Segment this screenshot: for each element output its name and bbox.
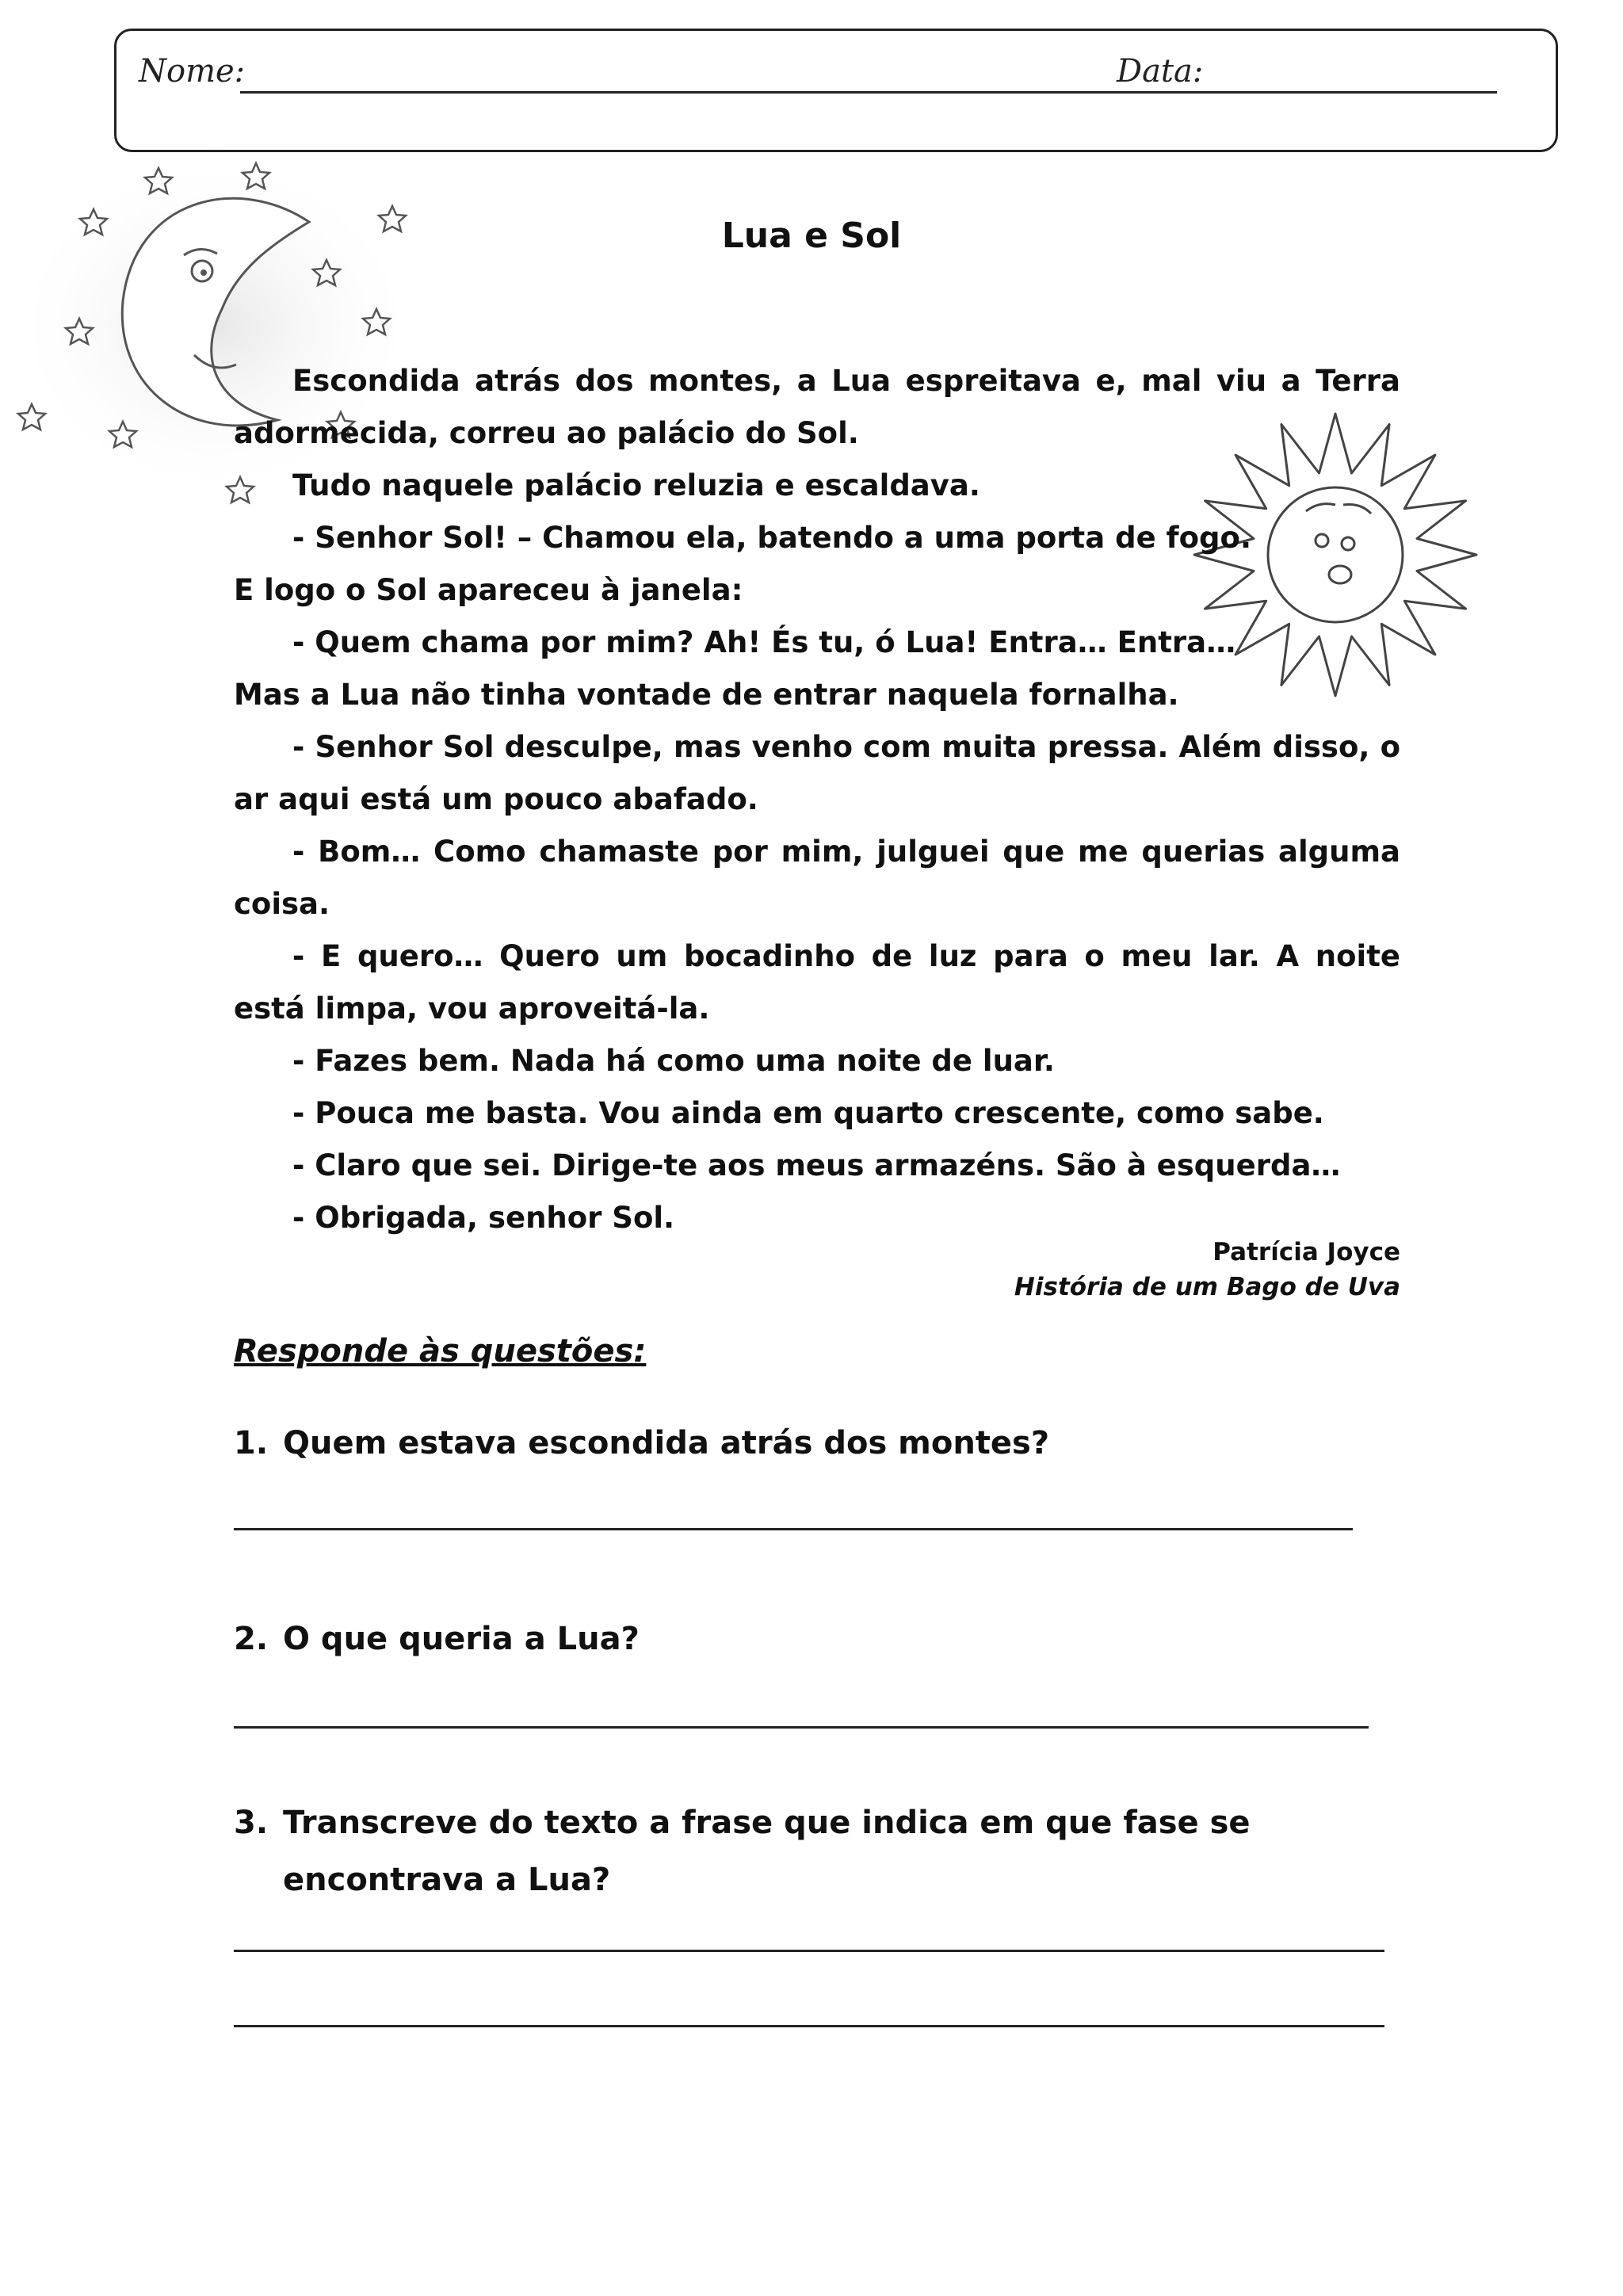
story-paragraph: - Senhor Sol! – Chamou ela, batendo a uma porta de fogo. [292, 521, 1252, 555]
author-credit [1014, 1235, 1400, 1305]
answer-line-3a[interactable] [234, 1950, 1384, 1952]
story-paragraph: Escondida atrás dos montes, a Lua espreitava e, mal viu a Terra adormecida, correu ao palácio do Sol. [234, 364, 1400, 450]
story-paragraph: - Obrigada, senhor Sol. [292, 1201, 675, 1235]
story-paragraph: - Senhor Sol desculpe, mas venho com muita pressa. Além disso, o ar aqui está um pouco abafado. [234, 730, 1400, 816]
name-field[interactable] [240, 91, 1223, 94]
question-text: Quem estava escondida atrás dos montes? [283, 1425, 1050, 1461]
story-text [234, 355, 1400, 1244]
question-number: 1. [234, 1425, 269, 1461]
story-paragraph: - Bom… Como chamaste por mim, julguei que me querias alguma coisa. [234, 835, 1400, 921]
question-text: O que queria a Lua? [283, 1621, 640, 1657]
story-paragraph: Tudo naquele palácio reluzia e escaldava. [292, 468, 980, 502]
author-name: Patrícia Joyce [1212, 1238, 1400, 1266]
answer-line-1[interactable] [234, 1528, 1353, 1530]
question-number: 2. [234, 1621, 269, 1657]
page-title: Lua e Sol [721, 216, 902, 256]
book-title: História de um Bago de Uva [1014, 1273, 1400, 1301]
question-2 [234, 1610, 1407, 1668]
answer-line-2[interactable] [234, 1726, 1369, 1729]
date-label: Data: [1117, 53, 1204, 90]
question-3 [234, 1794, 1407, 1908]
story-paragraph: - Fazes bem. Nada há como uma noite de luar. [292, 1044, 1055, 1078]
story-paragraph: - E quero… Quero um bocadinho de luz para o meu lar. A noite está limpa, vou aproveitá-la. [234, 939, 1400, 1026]
questions-heading: Responde às questões: [234, 1333, 647, 1370]
answer-line-3b[interactable] [234, 2025, 1384, 2027]
date-field[interactable] [1212, 91, 1497, 94]
story-paragraph: - Quem chama por mim? Ah! És tu, ó Lua! Entra… Entra… [292, 625, 1236, 659]
story-paragraph: Mas a Lua não tinha vontade de entrar naquela fornalha. [234, 678, 1179, 712]
story-paragraph: E logo o Sol apareceu à janela: [234, 573, 743, 607]
question-number: 3. [234, 1805, 269, 1841]
question-text: Transcreve do texto a frase que indica em que fase se encontrava a Lua? [283, 1805, 1251, 1898]
name-label: Nome: [139, 53, 246, 90]
student-info-box [114, 29, 1558, 152]
story-paragraph: - Claro que sei. Dirige-te aos meus armazéns. São à esquerda… [292, 1148, 1341, 1182]
question-1 [234, 1415, 1407, 1472]
story-paragraph: - Pouca me basta. Vou ainda em quarto crescente, como sabe. [292, 1096, 1324, 1130]
